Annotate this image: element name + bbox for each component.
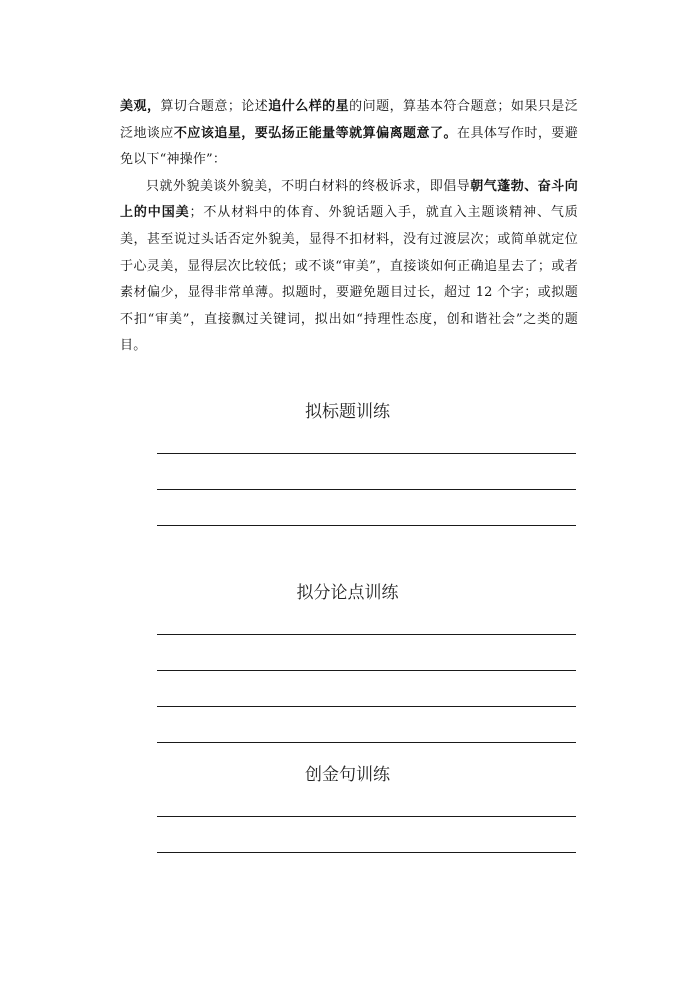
answer-line[interactable] <box>157 489 576 490</box>
text-segment: ；不从材料中的体育、外貌话题入手，就直入主题谈精神、气质美，甚至说过头话否定外貌美，显得不扣材料，没有过渡层次；或简单就定位于心灵美，显得层次比较低；或不谈“审美”，直接谈如何正确追星去了；或者素材偏少，显得非常单薄。拟题时，要避免题目过长，超过 12 个字；或拟题不扣“审美”，直接飘过关键词，拟出如“持理性态度，创和谐社会”之类的题目。 <box>120 205 578 354</box>
paragraph-1 <box>120 94 578 174</box>
section-title-headline-practice: 拟标题训练 <box>305 402 390 422</box>
text-segment: 在具体写作时，要避免以下“神操作”： <box>120 125 578 168</box>
answer-line[interactable] <box>157 706 576 707</box>
answer-line[interactable] <box>157 742 576 743</box>
bold-text-segment: 美观， <box>120 99 161 114</box>
answer-line[interactable] <box>157 816 576 817</box>
explanation-text <box>120 94 578 360</box>
bold-text-segment: 等就算偏离题意了。 <box>335 125 457 141</box>
answer-line[interactable] <box>157 525 576 526</box>
text-segment: 的问题，算基本符合题意；如果只是泛泛地谈应 <box>120 99 578 141</box>
bold-text-segment: 不应该追星，要弘扬正能量 <box>173 125 336 141</box>
text-segment: 算切合题意；论述 <box>160 99 269 114</box>
text-segment: 只就外貌美谈外貌美，不明白材料的终极诉求，即倡导 <box>146 178 471 194</box>
bold-text-segment: 追什么样的星 <box>268 99 350 114</box>
answer-line[interactable] <box>157 453 576 454</box>
answer-line[interactable] <box>157 634 576 635</box>
paragraph-2 <box>120 174 578 360</box>
section-title-golden-sentence-practice: 创金句训练 <box>305 765 390 785</box>
answer-line[interactable] <box>157 852 576 853</box>
answer-line[interactable] <box>157 670 576 671</box>
bold-text-segment: 朝气蓬勃、奋斗向上的中国美 <box>120 178 578 221</box>
section-title-subpoint-practice: 拟分论点训练 <box>296 583 399 603</box>
